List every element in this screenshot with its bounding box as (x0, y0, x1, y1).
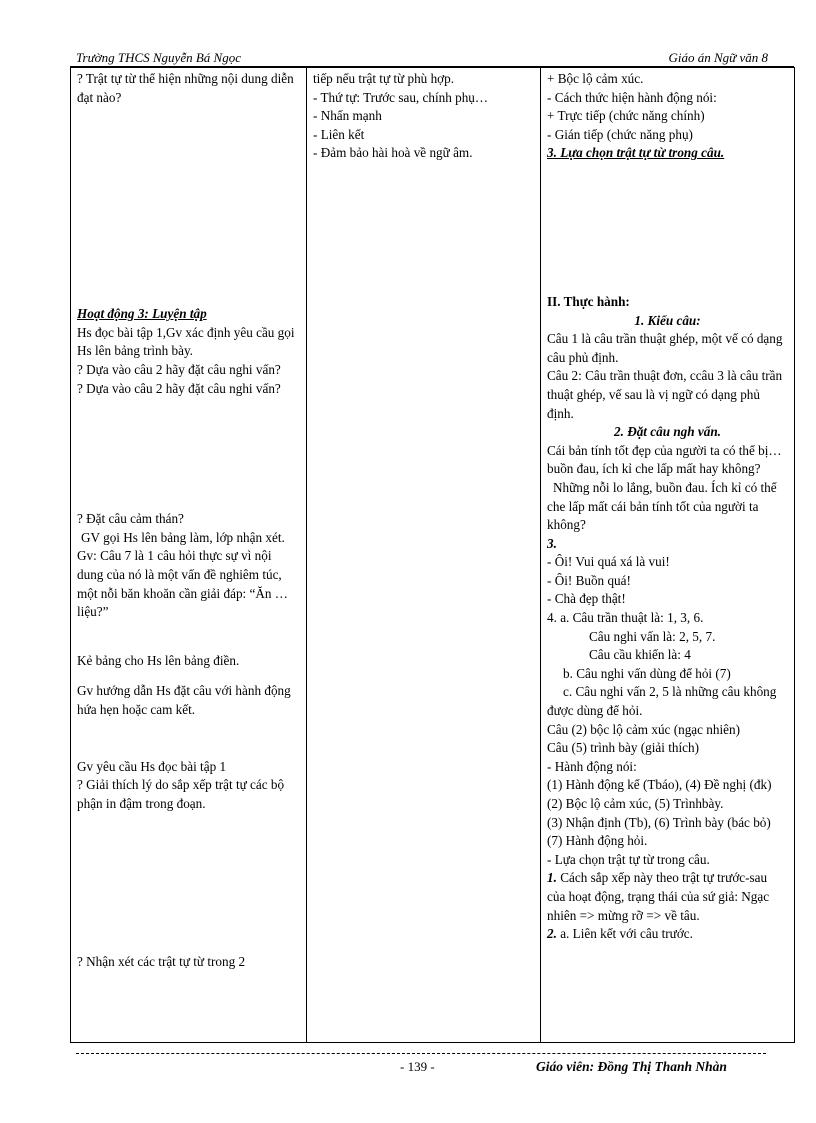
content-line-3: + Trực tiếp (chức năng chính) (547, 108, 705, 124)
activity-line-6: Gv: Câu 7 là 1 câu hỏi thực sự vì nội dung của nó là một vấn đề nghiêm túc, một nỗi băn khoăn cần giải đáp: “Ăn … liệu?” (77, 548, 288, 620)
word-order-heading: - Lựa chọn trật tự từ trong câu. (547, 851, 710, 867)
speech-act-2: (2) Bộc lộ cảm xúc, (5) Trìnhbày. (547, 796, 724, 811)
reason-2-number: 2. (547, 926, 557, 942)
answer-4a: 4. a. Câu trần thuật là: 1, 3, 6. (547, 610, 704, 626)
col2-line-5: - Đảm bảo hài hoà về ngữ âm. (313, 145, 473, 161)
answer-4c: c. Câu nghi vấn 2, 5 là những câu không được dùng để hỏi. (547, 684, 777, 719)
reason-1-number: 1. (547, 870, 557, 886)
para-4: Những nỗi lo lắng, buồn đau. Ích kỉ có thể che lấp mất cái bản tính tốt của người ta không? (547, 479, 777, 533)
exclaim-2: - Ôi! Buồn quá! (547, 572, 631, 588)
reason-1-text: Cách sắp xếp này theo trật tự trước-sau của hoạt động, trạng thái của sứ giả: Ngạc nhiên => mừng rỡ => về tâu. (547, 870, 770, 923)
activity-line-2: ? Dựa vào câu 2 hãy đặt câu nghi vấn? (77, 361, 281, 377)
activity-line-8: Gv hướng dẫn Hs đặt câu với hành động hứa hẹn hoặc cam kết. (77, 683, 291, 717)
practice-heading: II. Thực hành: (547, 293, 630, 309)
reason-1 (547, 869, 788, 925)
content-line-1: + Bộc lộ cảm xúc. (547, 71, 644, 86)
answer-4a-imperative: Câu cầu khiến là: 4 (589, 647, 691, 663)
header-school: Trường THCS Nguyễn Bá Ngọc (76, 50, 241, 65)
para-3: Cái bản tính tốt đẹp của người ta có thể bị… buồn đau, ích kỉ che lấp mất hay không? (547, 442, 782, 477)
speech-act-7: (7) Hành động hỏi. (547, 833, 648, 849)
teacher-name: Giáo viên: Đồng Thị Thanh Nhàn (536, 1059, 727, 1074)
content-heading-3: 3. Lựa chọn trật tự từ trong câu. (547, 145, 725, 161)
para-2: Câu 2: Câu trần thuật đơn, ccâu 3 là câu trần thuật ghép, vế sau là vị ngữ có dạng phủ định. (547, 368, 783, 421)
col2-line-1: tiếp nếu trật tự từ phù hợp. (313, 71, 455, 86)
activity-line-3: ? Dựa vào câu 2 hãy đặt câu nghi vấn? (77, 380, 281, 396)
para-1: Câu 1 là câu trần thuật ghép, một vế có dạng câu phủ định. (547, 331, 783, 365)
speech-act-3: (3) Nhận định (Tb), (6) Trình bày (bác bỏ) (547, 814, 771, 830)
activity-line-4: ? Đặt câu cảm thán? (77, 511, 184, 527)
col2-line-4: - Liên kết (313, 126, 365, 142)
subheading-questions: 2. Đặt câu ngh vấn. (614, 424, 721, 440)
exclaim-1: - Ôi! Vui quá xá là vui! (547, 554, 670, 570)
reason-2 (547, 925, 788, 944)
activity-3-title: Hoạt động 3: Luyện tập (77, 306, 207, 322)
content-column (541, 68, 795, 1043)
activity-line-1: Hs đọc bài tập 1,Gv xác định yêu cầu gọi Hs lên bảng trình bày. (77, 324, 295, 359)
subheading-sentence-types: 1. Kiểu câu: (634, 312, 701, 328)
activity-line-5: GV gọi Hs lên bảng làm, lớp nhận xét. (81, 529, 285, 545)
activity-line-11: ? Nhận xét các trật tự từ trong 2 (77, 954, 246, 970)
student-activity-column (307, 68, 541, 1043)
col2-line-3: - Nhấn mạnh (313, 108, 382, 124)
sentence-2-note: Câu (2) bộc lộ cảm xúc (ngạc nhiên) (547, 721, 740, 737)
question-word-order: ? Trật tự từ thể hiện những nội dung diễn đạt nào? (77, 71, 294, 105)
speech-act-1: (1) Hành động kể (Tbáo), (4) Đề nghị (đk) (547, 777, 772, 793)
teacher-activity-column (71, 68, 307, 1043)
answer-4b: b. Câu nghi vấn dùng để hỏi (7) (563, 665, 731, 681)
col2-line-2: - Thứ tự: Trước sau, chính phụ… (313, 89, 489, 105)
footer-rule (76, 1053, 766, 1054)
item-3-label: 3. (547, 535, 557, 551)
content-line-2: - Cách thức hiện hành động nói: (547, 89, 717, 105)
reason-2-text: a. Liên kết với câu trước. (560, 926, 693, 942)
answer-4a-questions: Câu nghi vấn là: 2, 5, 7. (589, 628, 716, 644)
lesson-table (70, 67, 795, 1043)
activity-line-9: Gv yêu cầu Hs đọc bài tập 1 (77, 758, 227, 774)
speech-act-heading: - Hành động nói: (547, 758, 637, 774)
content-line-4: - Gián tiếp (chức năng phụ) (547, 126, 693, 142)
header-subject: Giáo án Ngữ văn 8 (668, 50, 768, 65)
activity-line-10: ? Giải thích lý do sắp xếp trật tự các bộ phận in đậm trong đoạn. (77, 777, 285, 811)
activity-line-7: Kẻ bảng cho Hs lên bảng điền. (77, 652, 240, 668)
sentence-5-note: Câu (5) trình bày (giải thích) (547, 740, 699, 756)
page-number: - 139 - (400, 1059, 435, 1074)
exclaim-3: - Chà đẹp thật! (547, 591, 626, 607)
